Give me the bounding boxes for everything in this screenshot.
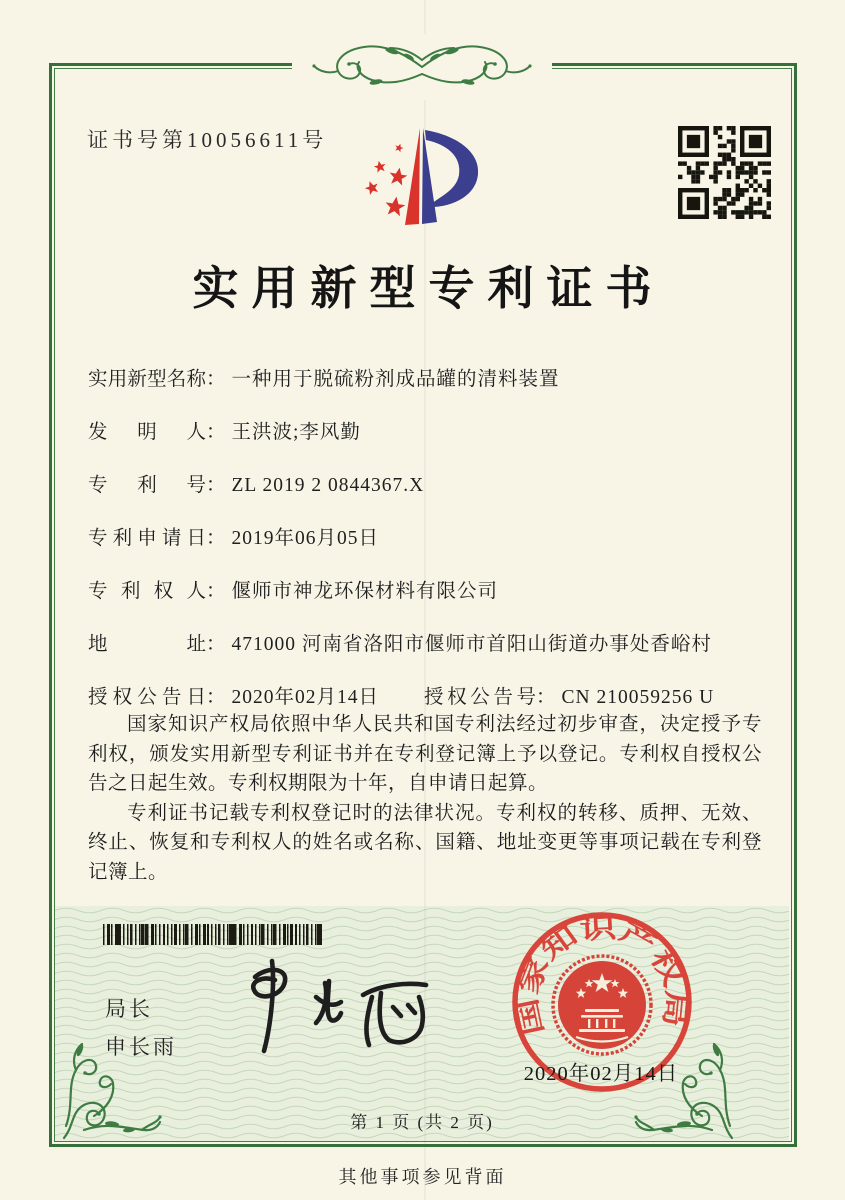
legal-paragraph-2: 专利证书记载专利权登记时的法律状况。专利权的转移、质押、无效、终止、恢复和专利权人的姓名或名称、国籍、地址变更等事项记载在专利登记簿上。 bbox=[88, 802, 762, 883]
field-value: CN 210059256 U bbox=[561, 687, 715, 708]
field-label: 专利权人 bbox=[88, 581, 206, 602]
field-value: ZL 2019 2 0844367.X bbox=[231, 475, 425, 496]
field-row-filing-date: 专利申请日： 2019年06月05日 bbox=[88, 522, 764, 546]
field-row-inventor: 发明人： 王洪波;李风勤 bbox=[88, 416, 764, 440]
page-number: 第 1 页 (共 2 页) bbox=[350, 1113, 494, 1132]
certificate-title: 实用新型专利证书 bbox=[192, 263, 665, 314]
top-flourish-ornament-icon bbox=[292, 34, 552, 100]
field-value: 2020年02月14日 bbox=[231, 687, 380, 708]
field-row-name: 实用新型名称： 一种用于脱硫粉剂成品罐的清料装置 bbox=[88, 363, 764, 387]
field-label: 专利申请日 bbox=[88, 528, 206, 549]
certificate-number: 证书号第10056611号 bbox=[87, 128, 328, 152]
back-note: 其他事项参见背面 bbox=[338, 1167, 507, 1187]
signer-title: 局长 bbox=[105, 997, 153, 1021]
field-row-grant: 授权公告日： 2020年02月14日 授权公告号： CN 210059256 U bbox=[88, 681, 764, 705]
field-label: 发明人 bbox=[88, 422, 206, 443]
barcode-icon bbox=[103, 924, 322, 945]
field-row-patent-number: 专利号： ZL 2019 2 0844367.X bbox=[88, 469, 764, 493]
field-label: 地址 bbox=[88, 634, 206, 655]
grant-number-pair: 授权公告号： CN 210059256 U bbox=[424, 681, 714, 709]
field-label: 授权公告日 bbox=[88, 687, 206, 708]
field-label: 授权公告号 bbox=[424, 687, 536, 708]
field-value: 一种用于脱硫粉剂成品罐的清料装置 bbox=[231, 369, 560, 390]
signer-name: 申长雨 bbox=[105, 1035, 177, 1059]
seal-text: 国家知识产权局 bbox=[513, 913, 692, 1038]
field-label: 专利号 bbox=[88, 475, 206, 496]
field-value: 471000 河南省洛阳市偃师市首阳山街道办事处香峪村 bbox=[231, 634, 712, 655]
field-value: 王洪波;李风勤 bbox=[231, 422, 361, 443]
field-value: 2019年06月05日 bbox=[231, 528, 380, 549]
field-row-patentee: 专利权人： 偃师市神龙环保材料有限公司 bbox=[88, 575, 764, 599]
legal-paragraph-1: 国家知识产权局依照中华人民共和国专利法经过初步审查，决定授予专利权，颁发实用新型专利证书并在专利登记簿上予以登记。专利权自授权公告之日起生效。专利权期限为十年，自申请日起算。 bbox=[88, 714, 762, 794]
field-list bbox=[88, 363, 764, 734]
field-value: 偃师市神龙环保材料有限公司 bbox=[231, 581, 499, 602]
legal-text bbox=[88, 710, 762, 887]
field-row-address: 地址： 471000 河南省洛阳市偃师市首阳山街道办事处香峪村 bbox=[88, 628, 764, 652]
qr-code-icon bbox=[678, 126, 771, 219]
cnipa-patent-logo-icon bbox=[342, 118, 518, 248]
handwritten-signature-icon bbox=[228, 955, 453, 1060]
seal-date: 2020年02月14日 bbox=[523, 1063, 679, 1085]
field-label: 实用新型名称 bbox=[88, 369, 206, 390]
